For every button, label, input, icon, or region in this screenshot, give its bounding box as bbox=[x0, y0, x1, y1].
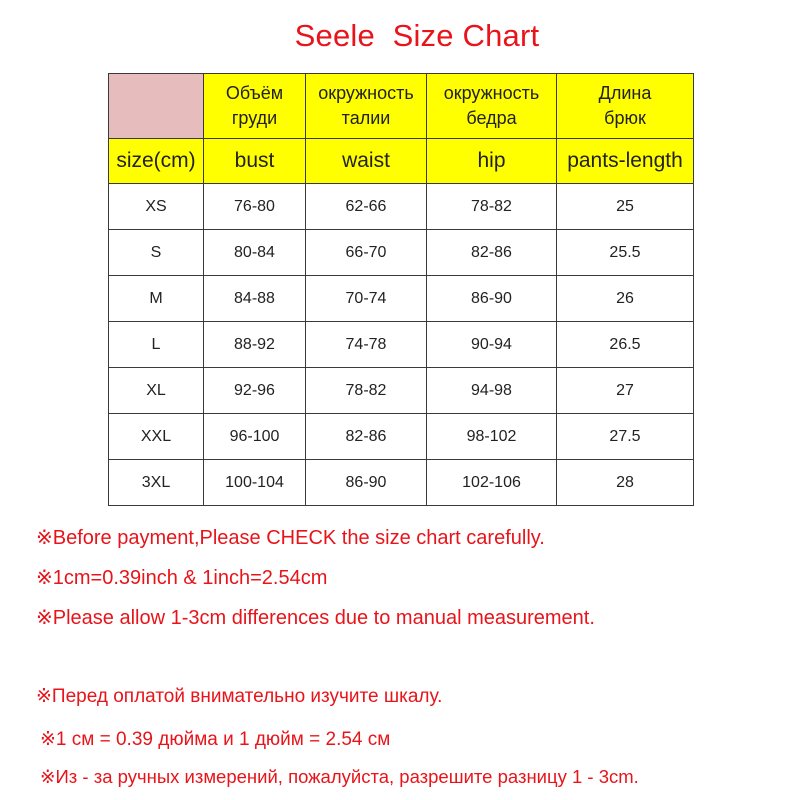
header-ru-bust-label: Объём груди bbox=[225, 83, 284, 128]
bust-cell: 80-84 bbox=[204, 230, 306, 276]
header-ru-bust bbox=[204, 74, 306, 139]
size-cell: M bbox=[109, 276, 204, 322]
hip-cell: 78-82 bbox=[427, 184, 557, 230]
table-row bbox=[109, 368, 694, 414]
bust-cell: 96-100 bbox=[204, 414, 306, 460]
waist-cell: 66-70 bbox=[306, 230, 427, 276]
table-row bbox=[109, 230, 694, 276]
waist-cell: 74-78 bbox=[306, 322, 427, 368]
size-cell: XXL bbox=[109, 414, 204, 460]
header-ru-pants-length-label: Длина брюк bbox=[598, 83, 652, 128]
corner-cell bbox=[109, 74, 204, 139]
waist-cell: 86-90 bbox=[306, 460, 427, 506]
size-cell: 3XL bbox=[109, 460, 204, 506]
note-en-check-chart: ※Before payment,Please CHECK the size chart carefully. bbox=[36, 527, 545, 549]
table-row bbox=[109, 414, 694, 460]
header-en-waist: waist bbox=[306, 139, 427, 184]
header-ru-pants-length bbox=[557, 74, 694, 139]
header-en-size: size(cm) bbox=[109, 139, 204, 184]
size-chart-table bbox=[108, 73, 694, 506]
bust-cell: 92-96 bbox=[204, 368, 306, 414]
bust-cell: 76-80 bbox=[204, 184, 306, 230]
note-ru-conversion: ※1 см = 0.39 дюйма и 1 дюйм = 2.54 см bbox=[40, 729, 391, 750]
waist-cell: 78-82 bbox=[306, 368, 427, 414]
pants-length-cell: 25.5 bbox=[557, 230, 694, 276]
note-ru-check-chart: ※Перед оплатой внимательно изучите шкалу. bbox=[36, 686, 443, 707]
size-cell: XS bbox=[109, 184, 204, 230]
header-row-en bbox=[109, 139, 694, 184]
pants-length-cell: 27.5 bbox=[557, 414, 694, 460]
header-en-pants-length: pants-length bbox=[557, 139, 694, 184]
table-row bbox=[109, 276, 694, 322]
bust-cell: 84-88 bbox=[204, 276, 306, 322]
table-row bbox=[109, 322, 694, 368]
pants-length-cell: 27 bbox=[557, 368, 694, 414]
pants-length-cell: 25 bbox=[557, 184, 694, 230]
header-ru-hip-label: окружность бедра bbox=[443, 83, 540, 128]
hip-cell: 102-106 bbox=[427, 460, 557, 506]
note-en-conversion: ※1cm=0.39inch & 1inch=2.54cm bbox=[36, 567, 328, 589]
header-row-ru bbox=[109, 74, 694, 139]
note-ru-measurement: ※Из - за ручных измерений, пожалуйста, разрешите разницу 1 - 3cm. bbox=[40, 766, 639, 787]
table-row bbox=[109, 460, 694, 506]
header-en-hip: hip bbox=[427, 139, 557, 184]
header-ru-hip bbox=[427, 74, 557, 139]
hip-cell: 82-86 bbox=[427, 230, 557, 276]
header-ru-waist bbox=[306, 74, 427, 139]
note-en-measurement: ※Please allow 1-3cm differences due to manual measurement. bbox=[36, 607, 595, 629]
hip-cell: 90-94 bbox=[427, 322, 557, 368]
pants-length-cell: 26.5 bbox=[557, 322, 694, 368]
hip-cell: 86-90 bbox=[427, 276, 557, 322]
waist-cell: 82-86 bbox=[306, 414, 427, 460]
bust-cell: 100-104 bbox=[204, 460, 306, 506]
size-cell: S bbox=[109, 230, 204, 276]
header-ru-waist-label: окружность талии bbox=[318, 83, 414, 128]
waist-cell: 70-74 bbox=[306, 276, 427, 322]
header-en-bust: bust bbox=[204, 139, 306, 184]
table-row bbox=[109, 184, 694, 230]
pants-length-cell: 28 bbox=[557, 460, 694, 506]
waist-cell: 62-66 bbox=[306, 184, 427, 230]
size-cell: XL bbox=[109, 368, 204, 414]
size-cell: L bbox=[109, 322, 204, 368]
hip-cell: 94-98 bbox=[427, 368, 557, 414]
pants-length-cell: 26 bbox=[557, 276, 694, 322]
hip-cell: 98-102 bbox=[427, 414, 557, 460]
bust-cell: 88-92 bbox=[204, 322, 306, 368]
page-title: Seele Size Chart bbox=[294, 18, 540, 53]
